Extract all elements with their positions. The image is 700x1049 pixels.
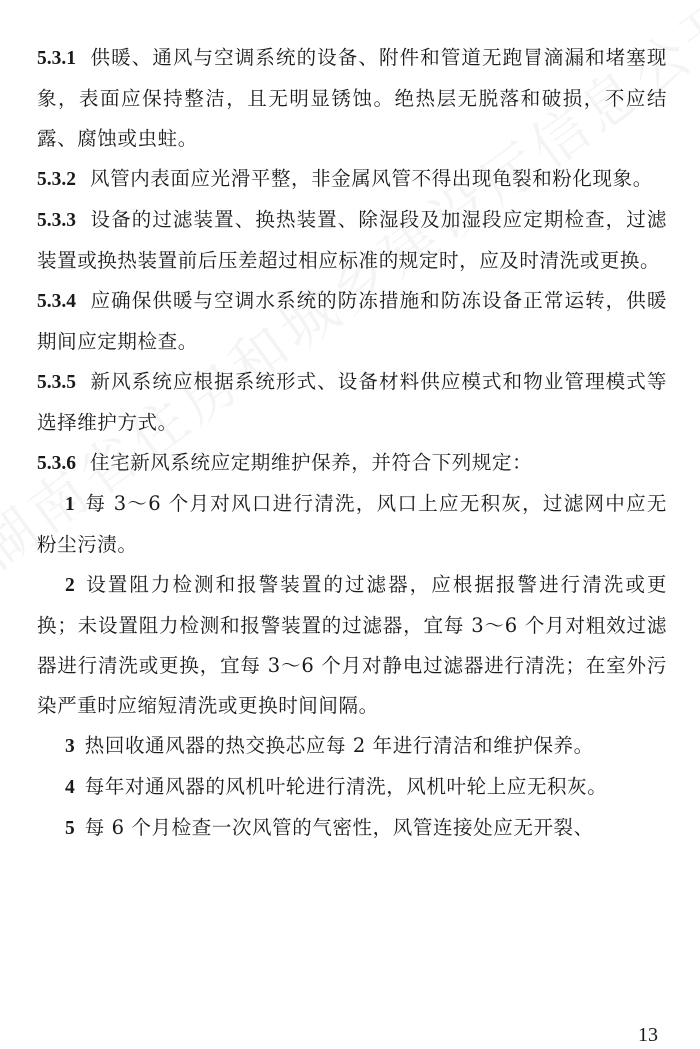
item-number: 5 <box>65 818 75 839</box>
item-number: 3 <box>65 736 75 757</box>
item-text: 设置阻力检测和报警装置的过滤器，应根据报警进行清洗或更换；未设置阻力检测和报警装置的过滤器，宜每 3～6 个月对粗效过滤器进行清洗或更换，宜每 3～6 个月对静电过滤器进行清洗；在室外污染严重时应缩短清洗或更换时间间隔。 <box>37 573 667 717</box>
clause-text: 设备的过滤装置、换热装置、除湿段及加湿段应定期检查，过滤装置或换热装置前后压差超过相应标准的规定时，应及时清洗或更换。 <box>37 208 667 272</box>
list-item-5 <box>37 808 667 849</box>
clause-number: 5.3.4 <box>37 291 76 312</box>
clause-5-3-5 <box>37 362 667 443</box>
document-body <box>37 38 667 849</box>
clause-text: 应确保供暖与空调水系统的防冻措施和防冻设备正常运转，供暖期间应定期检查。 <box>37 289 667 353</box>
page-number: 13 <box>638 1024 658 1046</box>
clause-number: 5.3.1 <box>37 48 76 69</box>
item-text: 热回收通风器的热交换芯应每 2 年进行清洁和维护保养。 <box>84 734 594 757</box>
item-text: 每年对通风器的风机叶轮进行清洗，风机叶轮上应无积灰。 <box>84 775 608 798</box>
item-number: 2 <box>65 575 75 596</box>
clause-5-3-1 <box>37 38 667 159</box>
clause-number: 5.3.6 <box>37 453 76 474</box>
item-text: 每 6 个月检查一次风管的气密性，风管连接处应无开裂、 <box>84 816 594 839</box>
clause-5-3-3 <box>37 200 667 281</box>
list-item-1 <box>37 484 667 565</box>
item-text: 每 3～6 个月对风口进行清洗，风口上应无积灰，过滤网中应无粉尘污渍。 <box>37 492 667 556</box>
clause-5-3-6 <box>37 443 667 484</box>
clause-text: 风管内表面应光滑平整，非金属风管不得出现龟裂和粉化现象。 <box>90 167 653 190</box>
clause-number: 5.3.5 <box>37 372 76 393</box>
clause-5-3-4 <box>37 281 667 362</box>
clause-number: 5.3.2 <box>37 169 76 190</box>
item-number: 1 <box>65 494 75 515</box>
list-item-2 <box>37 565 667 726</box>
clause-5-3-2 <box>37 159 667 200</box>
list-item-3 <box>37 726 667 767</box>
clause-text: 新风系统应根据系统形式、设备材料供应模式和物业管理模式等选择维护方式。 <box>37 370 667 434</box>
item-number: 4 <box>65 777 75 798</box>
clause-text: 供暖、通风与空调系统的设备、附件和管道无跑冒滴漏和堵塞现象，表面应保持整洁，且无明显锈蚀。绝热层无脱落和破损，不应结露、腐蚀或虫蛀。 <box>37 46 667 150</box>
clause-number: 5.3.3 <box>37 210 76 231</box>
clause-text: 住宅新风系统应定期维护保养，并符合下列规定： <box>90 451 533 474</box>
list-item-4 <box>37 767 667 808</box>
